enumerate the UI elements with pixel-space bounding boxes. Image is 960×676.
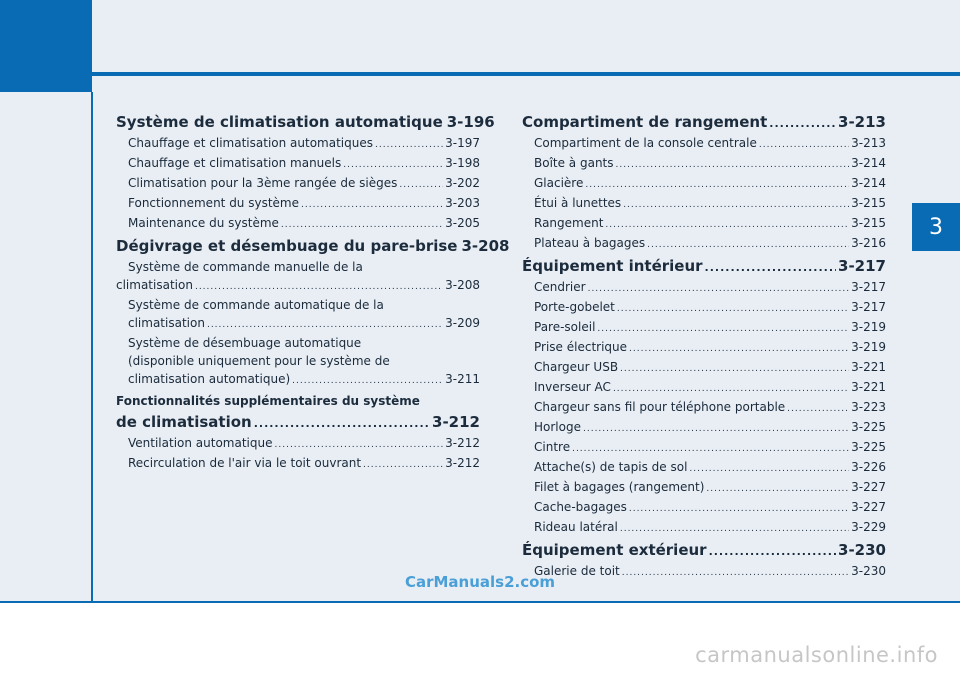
toc-page-number: 3-215 bbox=[851, 196, 886, 210]
toc-subsection-entry[interactable] bbox=[522, 194, 886, 214]
toc-left-column bbox=[116, 110, 510, 474]
toc-section-entry[interactable] bbox=[116, 236, 510, 258]
toc-dot-leader bbox=[375, 136, 443, 154]
toc-entry-title: Chauffage et climatisation automatiques bbox=[128, 136, 373, 150]
footer-rule bbox=[0, 601, 960, 603]
toc-entry-title: Attache(s) de tapis de sol bbox=[534, 460, 688, 474]
toc-subsection-entry[interactable] bbox=[522, 418, 886, 438]
toc-page-number: 3-226 bbox=[851, 460, 886, 474]
toc-page-number: 3-212 bbox=[445, 436, 480, 450]
toc-entry-title: Cintre bbox=[534, 440, 571, 454]
toc-entry-title: Inverseur AC bbox=[534, 380, 611, 394]
toc-subsection-entry[interactable] bbox=[116, 194, 480, 214]
toc-dot-leader bbox=[301, 196, 443, 214]
toc-subsection-entry[interactable] bbox=[522, 378, 886, 398]
toc-entry-title: Fonctionnement du système bbox=[128, 196, 299, 210]
toc-dot-leader bbox=[629, 340, 849, 358]
toc-page-number: 3-227 bbox=[851, 500, 886, 514]
toc-subsection-entry[interactable] bbox=[116, 276, 480, 296]
toc-page-number: 3-198 bbox=[445, 156, 480, 170]
toc-dot-leader bbox=[613, 380, 849, 398]
toc-dot-leader bbox=[363, 456, 443, 474]
toc-dot-leader bbox=[583, 420, 849, 438]
toc-dot-leader bbox=[623, 196, 849, 214]
toc-dot-leader bbox=[597, 320, 849, 338]
watermark-carmanuals2[interactable]: CarManuals2.com bbox=[404, 573, 556, 591]
toc-dot-leader bbox=[343, 156, 443, 174]
toc-entry-title: Compartiment de rangement bbox=[522, 113, 768, 131]
toc-dot-leader bbox=[629, 500, 849, 518]
watermark-carmanualsonline: carmanualsonline.info bbox=[695, 643, 938, 667]
toc-dot-leader bbox=[689, 460, 849, 478]
toc-page-number: 3-209 bbox=[445, 316, 480, 330]
toc-wrapped-line: Système de commande automatique de la bbox=[128, 298, 384, 312]
toc-entry-title: Ventilation automatique bbox=[128, 436, 273, 450]
toc-entry-title: Compartiment de la console centrale bbox=[534, 136, 757, 150]
toc-entry-title: Dégivrage et désembuage du pare-brise bbox=[116, 237, 458, 255]
toc-dot-leader bbox=[709, 542, 836, 562]
toc-subsection-entry[interactable] bbox=[116, 454, 480, 474]
toc-subsection-entry[interactable] bbox=[522, 234, 886, 254]
toc-dot-leader bbox=[275, 436, 444, 454]
toc-page-number: 3-225 bbox=[851, 420, 886, 434]
toc-entry-title: Porte-gobelet bbox=[534, 300, 615, 314]
toc-page-number: 3-230 bbox=[838, 541, 886, 559]
toc-dot-leader bbox=[706, 480, 849, 498]
toc-page-number: 3-229 bbox=[851, 520, 886, 534]
toc-entry-title: Chargeur USB bbox=[534, 360, 619, 374]
toc-entry-title: Recirculation de l'air via le toit ouvrant bbox=[128, 456, 362, 470]
toc-entry-title: Horloge bbox=[534, 420, 581, 434]
toc-entry-title: climatisation bbox=[128, 316, 205, 330]
toc-dot-leader bbox=[647, 236, 849, 254]
toc-subsection-entry[interactable] bbox=[522, 214, 886, 234]
toc-page-number: 3-219 bbox=[851, 320, 886, 334]
toc-page-number: 3-221 bbox=[851, 380, 886, 394]
toc-dot-leader bbox=[769, 114, 836, 134]
corner-color-block bbox=[0, 0, 92, 92]
toc-page-number: 3-216 bbox=[851, 236, 886, 250]
left-margin-rule bbox=[91, 92, 93, 603]
toc-wrapped-line: Système de désembuage automatique bbox=[128, 336, 362, 350]
toc-page-number: 3-211 bbox=[445, 372, 480, 386]
toc-entry-title: Chargeur sans fil pour téléphone portable bbox=[534, 400, 786, 414]
toc-dot-leader bbox=[195, 278, 443, 296]
toc-page-number: 3-197 bbox=[445, 136, 480, 150]
toc-entry-title: Cendrier bbox=[534, 280, 586, 294]
toc-subsection-entry[interactable] bbox=[522, 478, 886, 498]
toc-right-column bbox=[522, 110, 886, 582]
toc-page-number: 3-217 bbox=[851, 280, 886, 294]
toc-page-number: 3-208 bbox=[461, 237, 510, 255]
toc-subsection-entry[interactable] bbox=[522, 498, 886, 518]
toc-page-number: 3-196 bbox=[446, 113, 495, 131]
toc-subsection-entry[interactable] bbox=[522, 154, 886, 174]
toc-wrapped-line: (disponible uniquement pour le système de bbox=[128, 354, 390, 368]
toc-dot-leader bbox=[605, 216, 849, 234]
toc-entry-title: Galerie de toit bbox=[534, 564, 620, 578]
toc-subsection-entry[interactable] bbox=[116, 174, 480, 194]
toc-dot-leader bbox=[399, 176, 443, 194]
toc-page-number: 3-205 bbox=[445, 216, 480, 230]
toc-subsection-entry[interactable] bbox=[522, 458, 886, 478]
toc-page-number: 3-203 bbox=[445, 196, 480, 210]
toc-dot-leader bbox=[254, 414, 430, 434]
toc-page-number: 3-213 bbox=[838, 113, 886, 131]
toc-page-number: 3-230 bbox=[851, 564, 886, 578]
toc-entry-title: Cache-bagages bbox=[534, 500, 627, 514]
toc-section-entry[interactable] bbox=[116, 112, 495, 134]
toc-dot-leader bbox=[705, 258, 836, 278]
toc-dot-leader bbox=[292, 372, 443, 390]
toc-page-number: 3-212 bbox=[445, 456, 480, 470]
toc-entry-title: climatisation automatique) bbox=[128, 372, 291, 386]
toc-page-number: 3-213 bbox=[851, 136, 886, 150]
toc-entry-title: Plateau à bagages bbox=[534, 236, 646, 250]
toc-entry-title: Boîte à gants bbox=[534, 156, 614, 170]
toc-dot-leader bbox=[620, 520, 849, 538]
toc-section-entry[interactable] bbox=[522, 540, 886, 562]
toc-dot-leader bbox=[585, 176, 849, 194]
toc-dot-leader bbox=[281, 216, 443, 234]
toc-dot-leader bbox=[787, 400, 849, 418]
toc-entry-title: Climatisation pour la 3ème rangée de sièges bbox=[128, 176, 398, 190]
toc-entry-title: climatisation bbox=[116, 278, 193, 292]
toc-entry-title: Prise électrique bbox=[534, 340, 628, 354]
toc-dot-leader bbox=[588, 280, 850, 298]
toc-entry-title: de climatisation bbox=[116, 413, 252, 431]
toc-page-number: 3-221 bbox=[851, 360, 886, 374]
toc-subsection-entry[interactable] bbox=[116, 154, 480, 174]
toc-wrapped-line: Système de commande manuelle de la bbox=[128, 260, 363, 274]
toc-entry-title: Rideau latéral bbox=[534, 520, 618, 534]
toc-page-number: 3-217 bbox=[838, 257, 886, 275]
toc-subsection-entry[interactable] bbox=[116, 314, 480, 334]
toc-page-number: 3-217 bbox=[851, 300, 886, 314]
toc-section-entry[interactable] bbox=[522, 256, 886, 278]
chapter-tab[interactable] bbox=[912, 203, 960, 251]
toc-subsection-entry[interactable] bbox=[522, 438, 886, 458]
toc-page-number: 3-214 bbox=[851, 176, 886, 190]
toc-subsection-entry[interactable] bbox=[522, 278, 886, 298]
toc-section-entry[interactable] bbox=[522, 112, 886, 134]
toc-dot-leader bbox=[572, 440, 849, 458]
toc-subsection-entry[interactable] bbox=[522, 318, 886, 338]
toc-entry-title: Glacière bbox=[534, 176, 584, 190]
header-rule bbox=[92, 72, 960, 76]
toc-entry-title: Maintenance du système bbox=[128, 216, 279, 230]
toc-page-number: 3-223 bbox=[851, 400, 886, 414]
toc-heading-line: Fonctionnalités supplémentaires du système bbox=[116, 394, 420, 408]
toc-subsection-entry[interactable] bbox=[522, 298, 886, 318]
toc-dot-leader bbox=[617, 300, 849, 318]
toc-entry-title: Étui à lunettes bbox=[534, 196, 622, 210]
chapter-number: 3 bbox=[929, 214, 943, 240]
toc-subsection-entry[interactable] bbox=[522, 134, 886, 154]
toc-entry-title: Filet à bagages (rangement) bbox=[534, 480, 705, 494]
toc-subsection-entry[interactable] bbox=[522, 398, 886, 418]
toc-page-number: 3-219 bbox=[851, 340, 886, 354]
toc-page-number: 3-227 bbox=[851, 480, 886, 494]
toc-subsection-entry[interactable] bbox=[522, 174, 886, 194]
toc-subsection-entry[interactable] bbox=[116, 434, 480, 454]
toc-section-entry[interactable] bbox=[116, 412, 480, 434]
toc-subsection-entry[interactable] bbox=[116, 370, 480, 390]
toc-entry-title: Équipement extérieur bbox=[522, 541, 707, 559]
toc-subsection-entry[interactable] bbox=[116, 134, 480, 154]
toc-entry-title: Système de climatisation automatique bbox=[116, 113, 443, 131]
toc-subsection-entry[interactable] bbox=[116, 214, 480, 234]
toc-entry-title: Chauffage et climatisation manuels bbox=[128, 156, 342, 170]
toc-dot-leader bbox=[620, 360, 849, 378]
toc-subsection-entry[interactable] bbox=[522, 338, 886, 358]
toc-dot-leader bbox=[759, 136, 849, 154]
toc-page-number: 3-215 bbox=[851, 216, 886, 230]
toc-page-number: 3-208 bbox=[445, 278, 480, 292]
toc-entry-title: Pare-soleil bbox=[534, 320, 596, 334]
toc-page-number: 3-212 bbox=[432, 413, 480, 431]
toc-dot-leader bbox=[207, 316, 443, 334]
toc-dot-leader bbox=[616, 156, 850, 174]
toc-entry-title: Équipement intérieur bbox=[522, 257, 703, 275]
toc-entry-title: Rangement bbox=[534, 216, 604, 230]
toc-subsection-entry[interactable] bbox=[522, 358, 886, 378]
toc-page-number: 3-225 bbox=[851, 440, 886, 454]
toc-page-number: 3-202 bbox=[445, 176, 480, 190]
toc-subsection-entry[interactable] bbox=[522, 518, 886, 538]
toc-page-number: 3-214 bbox=[851, 156, 886, 170]
